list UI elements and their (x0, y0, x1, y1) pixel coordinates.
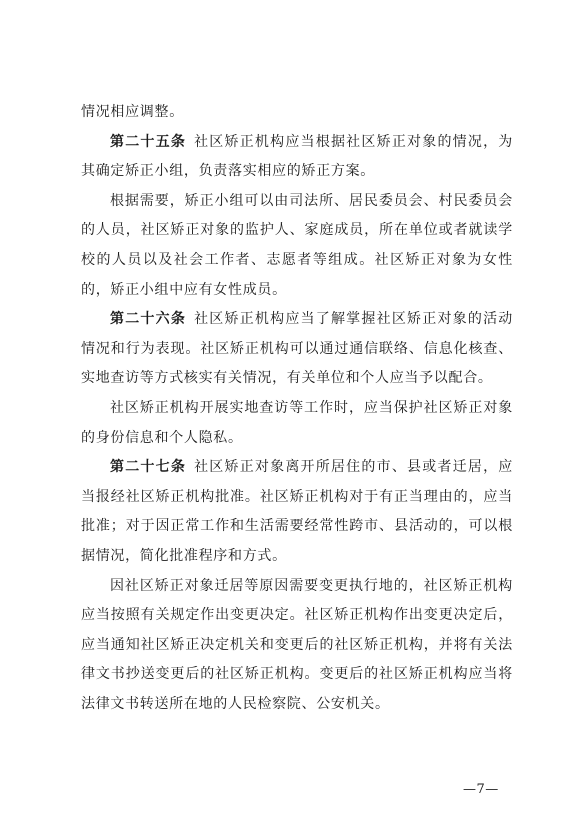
paragraph-text: 情况相应调整。 (81, 104, 184, 120)
paragraph (81, 98, 513, 128)
paragraph-text: 社区矫正机构应当了解掌握社区矫正对象的活动情况和行为表现。社区矫正机构可以通过通信联络、信息化核查、实地查访等方式核实有关情况，有关单位和个人应当予以配合。 (81, 311, 513, 387)
paragraph-text: 根据需要，矫正小组可以由司法所、居民委员会、村民委员会的人员，社区矫正对象的监护人、家庭成员，所在单位或者就读学校的人员以及社会工作者、志愿者等组成。社区矫正对象为女性的，矫正小组中应有女性成员。 (81, 192, 513, 298)
paragraph-text: 因社区矫正对象迁居等原因需要变更执行地的，社区矫正机构应当按照有关规定作出变更决定。社区矫正机构作出变更决定后，应当通知社区矫正决定机关和变更后的社区矫正机构，并将有关法律文书抄送变更后的社区矫正机构。变更后的社区矫正机构应当将法律文书转送所在地的人民检察院、公安机关。 (81, 577, 513, 712)
paragraph (81, 394, 513, 453)
paragraph (81, 572, 513, 720)
article-number: 第二十六条 (110, 311, 187, 328)
document-body (81, 98, 513, 719)
paragraph-text: 社区矫正机构应当根据社区矫正对象的情况，为其确定矫正小组，负责落实相应的矫正方案。 (81, 133, 513, 180)
article-paragraph (81, 128, 513, 187)
paragraph (81, 187, 513, 305)
article-number: 第二十五条 (110, 133, 187, 150)
paragraph-text: 社区矫正机构开展实地查访等工作时，应当保护社区矫正对象的身份信息和个人隐私。 (81, 399, 513, 446)
article-paragraph (81, 453, 513, 571)
paragraph-text: 社区矫正对象离开所居住的市、县或者迁居，应当报经社区矫正机构批准。社区矫正机构对于有正当理由的，应当批准；对于因正常工作和生活需要经常性跨市、县活动的，可以根据情况，简化批准程序和方式。 (81, 459, 513, 564)
article-paragraph (81, 305, 513, 394)
article-number: 第二十七条 (110, 459, 187, 476)
page-number: —7— (463, 782, 499, 797)
